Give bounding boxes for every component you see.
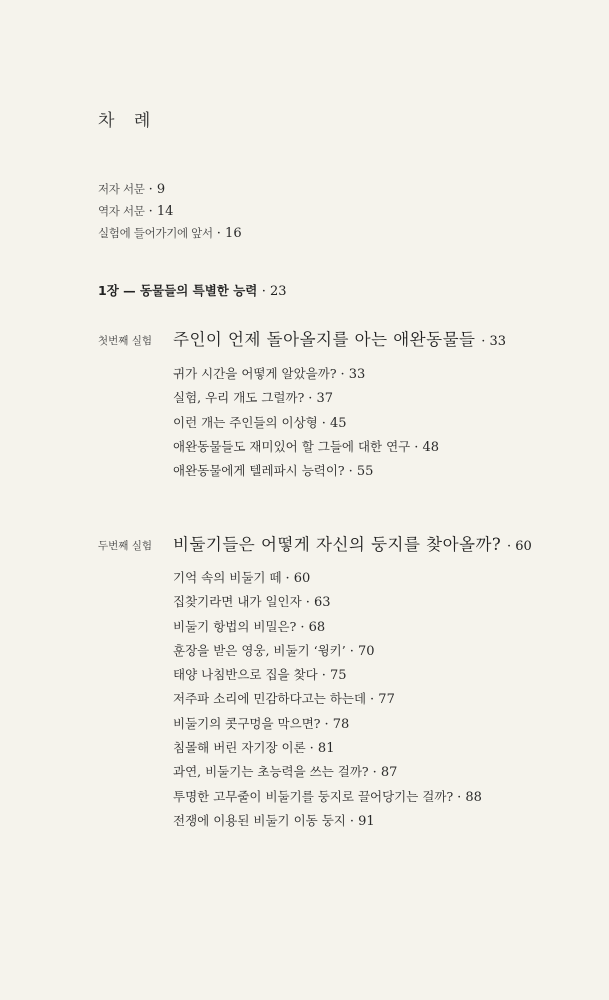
section-title: 애완동물들도 재미있어 할 그들에 대한 연구 [173, 438, 411, 454]
section-item [173, 760, 482, 784]
section-title: 비둘기 항법의 비밀은? [173, 618, 297, 634]
section-title: 기억 속의 비둘기 떼 [173, 570, 282, 585]
page-number: · 81 [309, 741, 335, 757]
page-number: · 91 [349, 813, 375, 829]
experiment-title-text: 비둘기들은 어떻게 자신의 둥지를 찾아올까? [173, 535, 502, 554]
chapter-heading [98, 281, 287, 299]
section-item [173, 615, 482, 639]
page-number: · 16 [216, 226, 242, 241]
page-number: · 45 [321, 415, 347, 431]
page-title: 차 례 [98, 111, 158, 131]
front-matter-label: 역자 서문 [98, 204, 145, 218]
section-item [173, 362, 439, 386]
section-list [173, 566, 482, 833]
section-title: 실험, 우리 개도 그럴까? [173, 390, 305, 406]
section-title: 이런 개는 주인들의 이상형 [173, 414, 318, 430]
page-number: · 48 [414, 439, 440, 455]
page-number: · 60 [285, 571, 311, 586]
front-matter-label: 저자 서문 [98, 182, 145, 196]
section-title: 전쟁에 이용된 비둘기 이동 둥지 [173, 812, 346, 828]
section-item [173, 566, 482, 590]
page-number: · 33 [481, 334, 507, 349]
section-title: 훈장을 받은 영웅, 비둘기 ‘윙키’ [173, 642, 346, 658]
section-item [173, 809, 482, 833]
section-item [173, 687, 482, 711]
page-number: · 33 [340, 367, 366, 382]
page-number: · 70 [349, 643, 375, 659]
front-matter-item [98, 178, 242, 200]
page-number: · 63 [305, 595, 331, 611]
section-title: 귀가 시간을 어떻게 알았을까? [173, 366, 337, 381]
experiment-label: 두번째 실험 [98, 540, 153, 552]
section-item [173, 590, 482, 614]
section-list [173, 362, 439, 483]
front-matter-list [98, 178, 242, 244]
page-number: · 87 [372, 765, 398, 781]
section-item [173, 736, 482, 760]
section-title: 침몰해 버린 자기장 이론 [173, 740, 306, 756]
section-title: 애완동물에게 텔레파시 능력이? [173, 463, 345, 479]
page-number: · 77 [370, 692, 395, 708]
section-item [173, 386, 439, 410]
section-title: 비둘기의 콧구멍을 막으면? [173, 715, 321, 731]
page-number: · 75 [321, 668, 347, 684]
section-item [173, 459, 439, 483]
page-number: · 60 [506, 539, 532, 554]
experiment-title [173, 531, 532, 555]
experiment-title-text: 주인이 언제 돌아올지를 아는 애완동물들 [173, 330, 476, 349]
page-number: · 23 [261, 284, 287, 299]
page-number: · 14 [148, 204, 174, 219]
page-number: · 78 [324, 716, 350, 732]
page-number: · 37 [308, 391, 334, 407]
section-title: 저주파 소리에 민감하다고는 하는데 [173, 691, 367, 707]
experiment-label: 첫번째 실험 [98, 335, 153, 347]
front-matter-item [98, 200, 242, 222]
experiment-title [173, 326, 506, 350]
section-item [173, 435, 439, 459]
page-number: · 9 [148, 182, 166, 197]
section-item [173, 411, 439, 435]
section-title: 태양 나침반으로 집을 찾다 [173, 667, 318, 683]
section-item [173, 639, 482, 663]
chapter-title: 1장 — 동물들의 특별한 능력 [98, 283, 258, 298]
section-title: 집찾기라면 내가 일인자 [173, 594, 302, 610]
section-item [173, 712, 482, 736]
front-matter-item [98, 222, 242, 244]
page-number: · 55 [348, 464, 374, 480]
section-item [173, 785, 482, 809]
section-item [173, 663, 482, 687]
page-number: · 68 [300, 619, 326, 635]
section-title: 과연, 비둘기는 초능력을 쓰는 걸까? [173, 764, 369, 780]
front-matter-label: 실험에 들어가기에 앞서 [98, 226, 213, 240]
section-title: 투명한 고무줄이 비둘기를 둥지로 끌어당기는 걸까? [173, 788, 454, 804]
page-number: · 88 [457, 789, 482, 805]
